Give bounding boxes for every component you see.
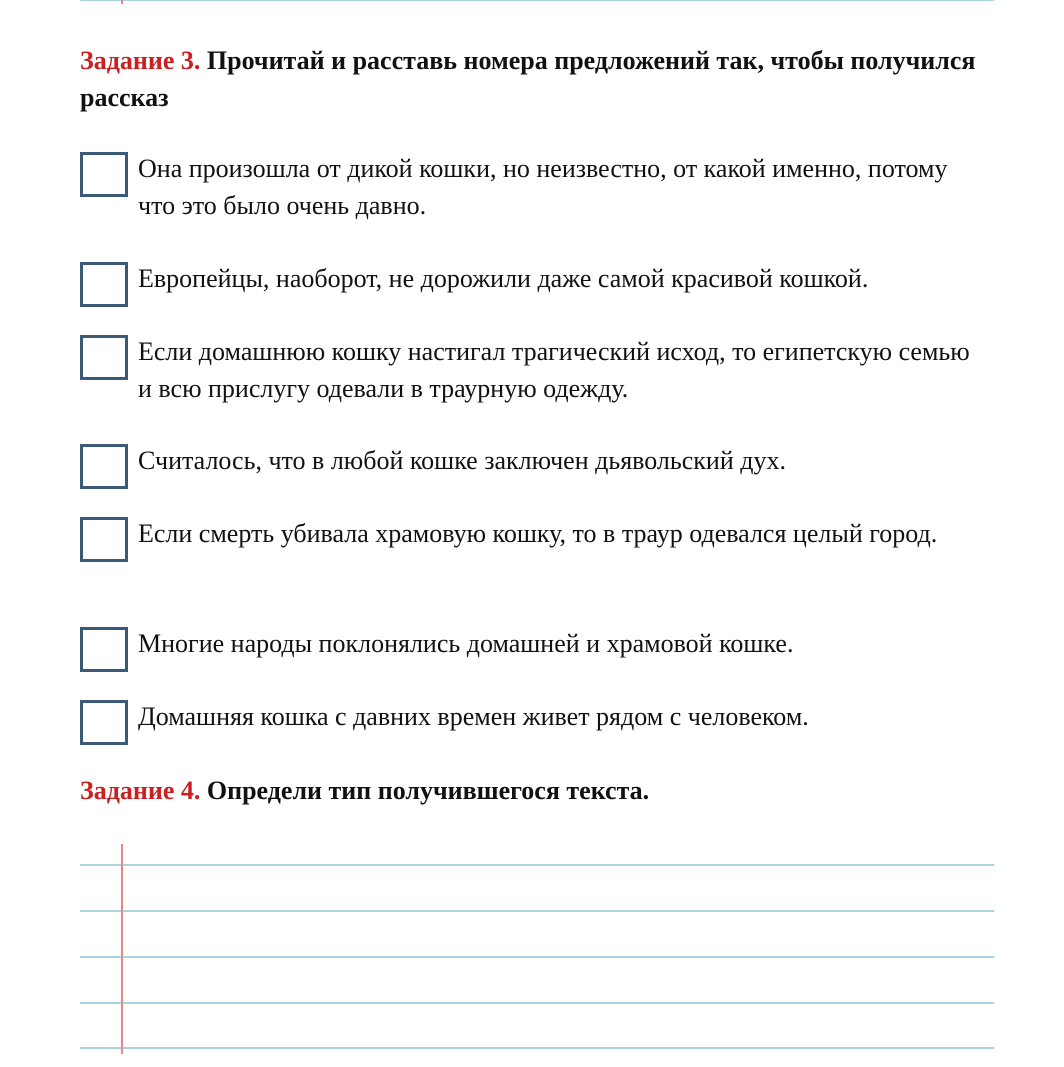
number-box[interactable] xyxy=(80,700,128,745)
number-box[interactable] xyxy=(80,335,128,380)
number-box[interactable] xyxy=(80,627,128,672)
sentence-item xyxy=(80,515,980,562)
answer-line[interactable] xyxy=(80,910,994,912)
sentence-text: Европейцы, наоборот, не дорожили даже самой красивой кошкой. xyxy=(138,264,869,293)
number-box[interactable] xyxy=(80,517,128,562)
answer-line[interactable] xyxy=(80,864,994,866)
number-box[interactable] xyxy=(80,152,128,197)
sentence-text: Она произошла от дикой кошки, но неизвестно, от какой именно, потому что это было очень давно. xyxy=(138,154,948,220)
number-box[interactable] xyxy=(80,262,128,307)
notebook-margin-top xyxy=(121,0,123,4)
sentence-item xyxy=(80,333,980,407)
sentence-item xyxy=(80,260,980,307)
task4-label: Задание 4. xyxy=(80,776,201,805)
answer-line[interactable] xyxy=(80,1002,994,1004)
answer-line[interactable] xyxy=(80,1047,994,1049)
notebook-line-top xyxy=(80,0,994,1)
sentence-item xyxy=(80,625,980,672)
answer-line[interactable] xyxy=(80,956,994,958)
task4-instruction: Определи тип получившегося текста. xyxy=(200,776,650,805)
sentence-text: Если смерть убивала храмовую кошку, то в траур одевался целый город. xyxy=(138,519,938,548)
task3-label: Задание 3. xyxy=(80,46,201,75)
sentence-item xyxy=(80,698,980,745)
sentence-text: Если домашнюю кошку настигал трагический исход, то египетскую семью и всю прислугу одевали в траурную одежду. xyxy=(138,337,970,403)
sentence-text: Многие народы поклонялись домашней и храмовой кошке. xyxy=(138,629,794,658)
task3-heading xyxy=(80,42,980,116)
notebook-margin-line xyxy=(121,844,123,1054)
sentence-text: Домашняя кошка с давних времен живет рядом с человеком. xyxy=(138,702,809,731)
task4-heading xyxy=(80,772,980,809)
number-box[interactable] xyxy=(80,444,128,489)
sentence-item xyxy=(80,150,980,224)
task3-instruction: Прочитай и расставь номера предложений так, чтобы получился рассказ xyxy=(80,46,976,112)
sentence-text: Считалось, что в любой кошке заключен дьявольский дух. xyxy=(138,446,786,475)
sentence-item xyxy=(80,442,980,489)
answer-area[interactable] xyxy=(80,844,994,1054)
